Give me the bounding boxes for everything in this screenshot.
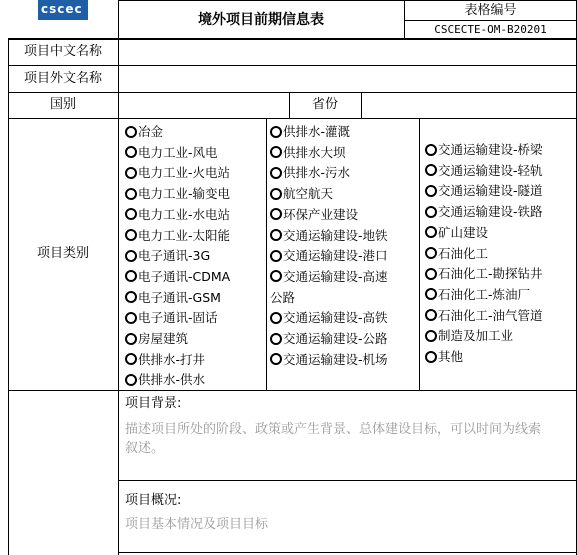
category-option[interactable]: 交通运输建设-桥梁 xyxy=(425,140,543,161)
country-field[interactable] xyxy=(119,93,289,118)
category-option[interactable]: 供排水-灌溉 xyxy=(270,122,388,143)
category-option[interactable]: 交通运输建设-高速 xyxy=(270,267,388,288)
cn-name-field[interactable] xyxy=(119,39,576,65)
category-option[interactable]: 环保产业建设 xyxy=(270,205,388,226)
radio-circle-icon xyxy=(425,206,437,218)
category-option[interactable]: 电子通讯-固话 xyxy=(125,308,230,329)
category-option[interactable]: 交通运输建设-高铁 xyxy=(270,308,388,329)
category-option[interactable]: 交通运输建设-公路 xyxy=(270,329,388,350)
category-option[interactable]: 交通运输建设-铁路 xyxy=(425,202,543,223)
radio-circle-icon xyxy=(425,309,437,321)
category-option[interactable]: 电力工业-火电站 xyxy=(125,163,230,184)
radio-circle-icon xyxy=(425,268,437,280)
category-option[interactable]: 供排水-污水 xyxy=(270,163,388,184)
category-option[interactable]: 电力工业-水电站 xyxy=(125,205,230,226)
radio-circle-icon xyxy=(270,208,282,220)
radio-circle-icon xyxy=(425,288,437,300)
radio-circle-icon xyxy=(270,126,282,138)
category-option[interactable]: 交通运输建设-机场 xyxy=(270,350,388,371)
category-option[interactable]: 石油化工-勘探钻井 xyxy=(425,264,543,285)
radio-circle-icon xyxy=(270,250,282,262)
radio-circle-icon xyxy=(270,188,282,200)
category-option[interactable]: 供排水大坝 xyxy=(270,143,388,164)
rule xyxy=(419,118,420,390)
background-hint-line2: 叙述。 xyxy=(125,441,165,456)
radio-circle-icon xyxy=(125,188,137,200)
radio-circle-icon xyxy=(270,146,282,158)
category-option[interactable]: 电力工业-风电 xyxy=(125,143,230,164)
category-option-wrap: 公路 xyxy=(270,289,296,305)
radio-circle-icon xyxy=(425,144,437,156)
rule xyxy=(118,552,577,553)
radio-circle-icon xyxy=(270,312,282,324)
radio-circle-icon xyxy=(425,185,437,197)
category-option[interactable]: 供排水-供水 xyxy=(125,370,230,391)
country-label: 国别 xyxy=(49,97,76,112)
radio-circle-icon xyxy=(125,250,137,262)
radio-circle-icon xyxy=(125,126,137,138)
category-option[interactable]: 交通运输建设-隧道 xyxy=(425,181,543,202)
category-column-2 xyxy=(270,122,388,370)
overview-label: 项目概况: xyxy=(125,493,182,508)
rule xyxy=(8,118,577,119)
radio-circle-icon xyxy=(270,333,282,345)
form-number: CSCECTE-OM-B20201 xyxy=(434,23,547,36)
radio-circle-icon xyxy=(270,270,282,282)
category-option[interactable]: 石油化工 xyxy=(425,244,543,265)
category-option[interactable]: 电子通讯-3G xyxy=(125,246,230,267)
radio-circle-icon xyxy=(425,164,437,176)
category-option[interactable]: 石油化工-炼油厂 xyxy=(425,285,543,306)
radio-circle-icon xyxy=(425,226,437,238)
radio-circle-icon xyxy=(125,229,137,241)
radio-circle-icon xyxy=(125,208,137,220)
logo-text: cscec xyxy=(41,2,83,16)
rule xyxy=(404,20,577,21)
radio-circle-icon xyxy=(125,333,137,345)
category-option[interactable]: 交通运输建设-港口 xyxy=(270,246,388,267)
overview-textarea[interactable] xyxy=(119,481,576,552)
rule xyxy=(118,0,577,1)
radio-circle-icon xyxy=(125,353,137,365)
radio-circle-icon xyxy=(125,291,137,303)
category-option[interactable]: 其他 xyxy=(425,347,543,368)
radio-circle-icon xyxy=(425,247,437,259)
radio-circle-icon xyxy=(425,351,437,363)
form-number-label: 表格编号 xyxy=(464,3,517,18)
category-option[interactable]: 电子通讯-CDMA xyxy=(125,267,230,288)
category-option[interactable]: 电力工业-输变电 xyxy=(125,184,230,205)
form-title: 境外项目前期信息表 xyxy=(198,12,324,28)
radio-circle-icon xyxy=(125,374,137,386)
radio-circle-icon xyxy=(425,330,437,342)
category-option[interactable]: 房屋建筑 xyxy=(125,329,230,350)
background-hint-line1: 描述项目所处的阶段、政策或产生背景、总体建设目标，可以时间为线索 xyxy=(125,422,542,437)
cn-name-label: 项目中文名称 xyxy=(23,44,102,59)
radio-circle-icon xyxy=(125,146,137,158)
category-option[interactable]: 航空航天 xyxy=(270,184,388,205)
category-option[interactable]: 石油化工-油气管道 xyxy=(425,306,543,327)
category-option[interactable]: 交通运输建设-轻轨 xyxy=(425,161,543,182)
category-option[interactable]: 交通运输建设-地铁 xyxy=(270,226,388,247)
category-option[interactable]: 电子通讯-GSM xyxy=(125,288,230,309)
category-option[interactable]: 供排水-打井 xyxy=(125,350,230,371)
category-option[interactable]: 冶金 xyxy=(125,122,230,143)
company-logo xyxy=(38,0,88,20)
category-option[interactable]: 矿山建设 xyxy=(425,223,543,244)
radio-circle-icon xyxy=(270,167,282,179)
category-option[interactable]: 电力工业-太阳能 xyxy=(125,226,230,247)
radio-circle-icon xyxy=(125,270,137,282)
background-textarea[interactable] xyxy=(119,391,576,480)
radio-circle-icon xyxy=(270,229,282,241)
province-label: 省份 xyxy=(311,97,338,112)
category-label: 项目类别 xyxy=(36,246,89,261)
background-label: 项目背景: xyxy=(125,396,182,411)
province-field[interactable] xyxy=(362,93,576,118)
radio-circle-icon xyxy=(125,312,137,324)
category-column-1 xyxy=(125,122,230,391)
en-name-field[interactable] xyxy=(119,66,576,92)
en-name-label: 项目外文名称 xyxy=(23,71,102,86)
rule xyxy=(266,118,267,390)
radio-circle-icon xyxy=(270,353,282,365)
radio-circle-icon xyxy=(125,167,137,179)
rule xyxy=(8,38,9,555)
category-option[interactable]: 制造及加工业 xyxy=(425,326,543,347)
category-column-3 xyxy=(425,140,543,368)
overview-hint: 项目基本情况及项目目标 xyxy=(125,517,269,532)
